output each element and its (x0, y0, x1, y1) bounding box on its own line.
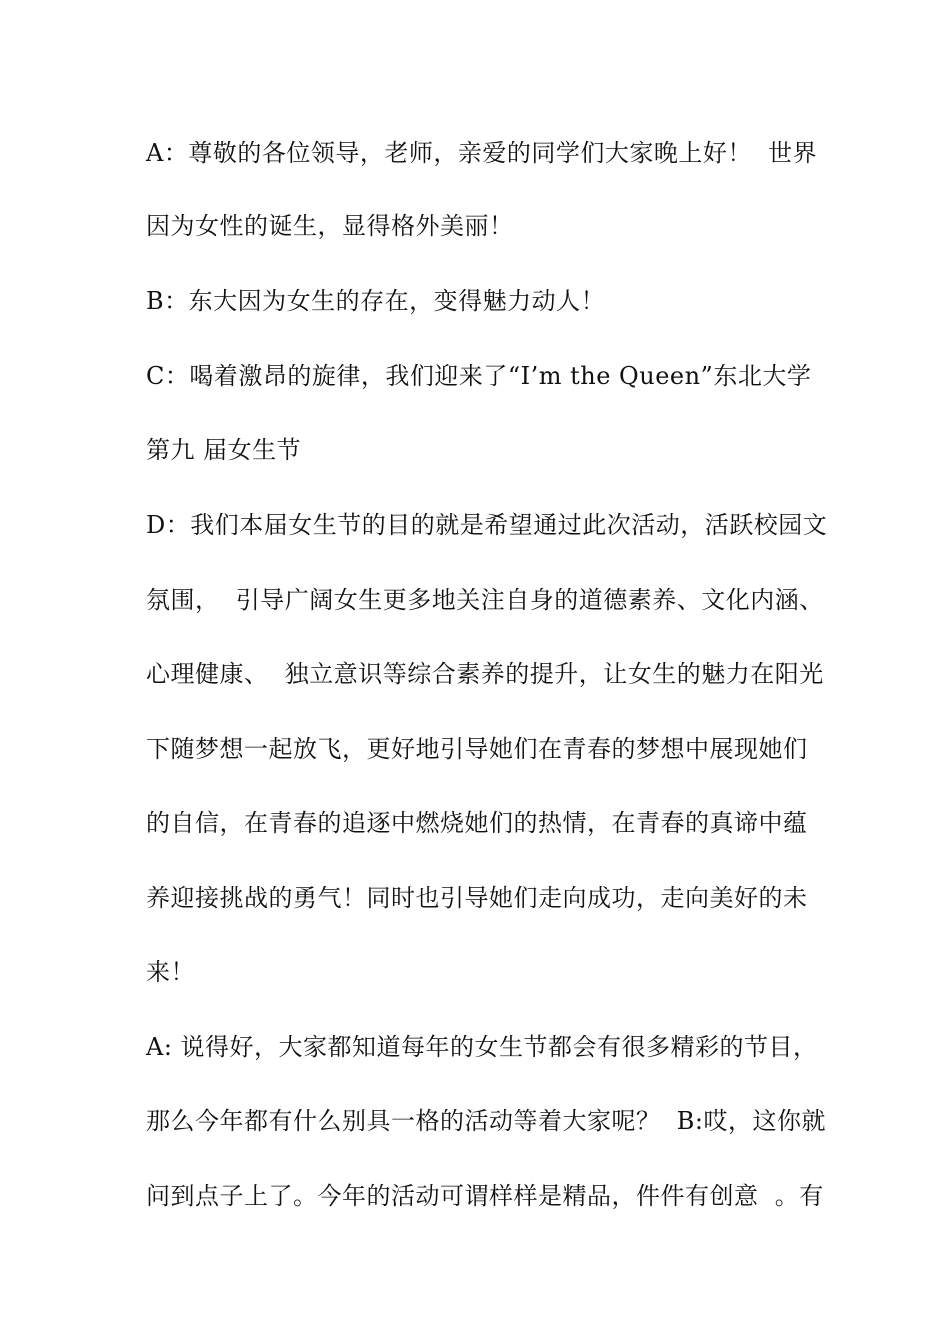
text-line: 那么今年都有什么别具一格的活动等着大家呢？ B:哎，这你就 (146, 1107, 826, 1135)
text-line: 因为女性的诞生，显得格外美丽！ (146, 212, 514, 240)
text-line: D：我们本届女生节的目的就是希望通过此次活动，活跃校园文 (146, 511, 828, 539)
text-line: 下随梦想一起放飞，更好地引导她们在青春的梦想中展现她们 (146, 735, 808, 763)
text-line: 问到点子上了。今年的活动可谓样样是精品，件件有创意 。有 (146, 1182, 824, 1210)
text-line: C：喝着激昂的旋律，我们迎来了“I’m the Queen”东北大学 (146, 362, 812, 390)
text-line: 心理健康、 独立意识等综合素养的提升，让女生的魅力在阳光 (146, 660, 824, 688)
text-line: 的自信，在青春的追逐中燃烧她们的热情，在青春的真谛中蕴 (146, 809, 808, 837)
text-line: 氛围， 引导广阔女生更多地关注自身的道德素养、文化内涵、 (146, 586, 824, 614)
text-line: B：东大因为女生的存在，变得魅力动人！ (146, 287, 606, 315)
text-line: 来！ (146, 958, 195, 986)
text-line: A: 说得好，大家都知道每年的女生节都会有很多精彩的节目， (146, 1033, 818, 1061)
text-line: 第九 届女生节 (146, 436, 302, 464)
text-line: A：尊敬的各位领导，老师，亲爱的同学们大家晚上好！ 世界 (146, 139, 818, 167)
text-line: 养迎接挑战的勇气！同时也引导她们走向成功，走向美好的未 (146, 884, 808, 912)
